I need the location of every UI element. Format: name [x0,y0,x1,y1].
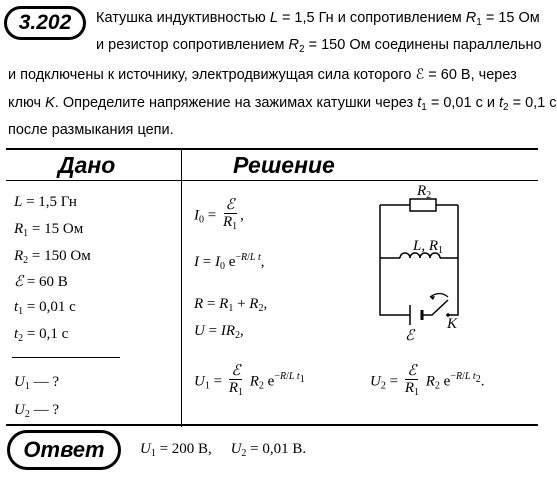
problem-line-4: ключ K. Определите напряжение на зажимах катушки через $t_1 = 0,01$ с и $t_2 = 0,1$ с [8,95,557,113]
given-header: Дано [58,152,116,178]
given-item: $t_1 = 0,01$ с [14,299,76,317]
given-item: ℰ = 60 В [14,274,68,290]
given-item: $R_1 = 15$ Ом [14,221,84,239]
problem-line-2: и резистор сопротивлением $R_2 = 150$ Ом соединены параллельно [96,37,542,55]
answer-values: $U_1 = 200$ В, $U_2 = 0,01$ В. [140,441,307,459]
unknown-item: $U_1$ — ? [14,374,60,392]
label-key: K [447,316,458,332]
given-item: L = 1,5 Гн [14,194,77,210]
problem-line-5: после размыкания цепи. [8,122,174,138]
answer-label: Ответ [7,430,121,470]
formula-i0: $I_0$ = $\frac{\text{ℰ}}{R_1}$ , [194,197,244,232]
given-separator [12,357,120,358]
battery-symbol [410,305,422,325]
problem-line-3: и подключены к источнику, электродвижущая сила которого ℰ = 60 В, через [8,67,517,83]
table-top-rule [6,148,538,150]
formula-u2: $U_2$ = $\frac{\text{ℰ}}{R_1}$ $R_2$ $e^{-R/L t_2}$. [370,363,485,398]
formula-current-decay: $I = I_0$ $e^{-R/L t}$, [194,252,265,272]
circuit-wires [380,205,458,315]
solution-header: Решение [233,152,335,178]
label-coil: L, $R_1$ [413,238,444,256]
problem-number-badge: 3.202 [4,6,86,40]
label-r2: $R_2$ [417,183,432,201]
formula-voltage: $U = IR_2$, [194,323,244,341]
table-bottom-rule [6,424,538,426]
table-column-divider [181,149,182,427]
formula-u1: $U_1$ = $\frac{\text{ℰ}}{R_1}$ $R_2$ $e^{-R/L t_1}$ [194,363,305,398]
label-emf: ℰ [405,328,415,344]
problem-line-1: Катушка индуктивностью L = 1,5 Гн и сопротивлением $R_1 = 15$ Ом [96,10,540,28]
formula-total-resistance: $R = R_1 + R_2$, [194,296,268,314]
given-item: $R_2 = 150$ Ом [14,248,91,266]
given-item: $t_2 = 0,1$ с [14,326,69,344]
unknown-item: $U_2$ — ? [14,402,60,420]
